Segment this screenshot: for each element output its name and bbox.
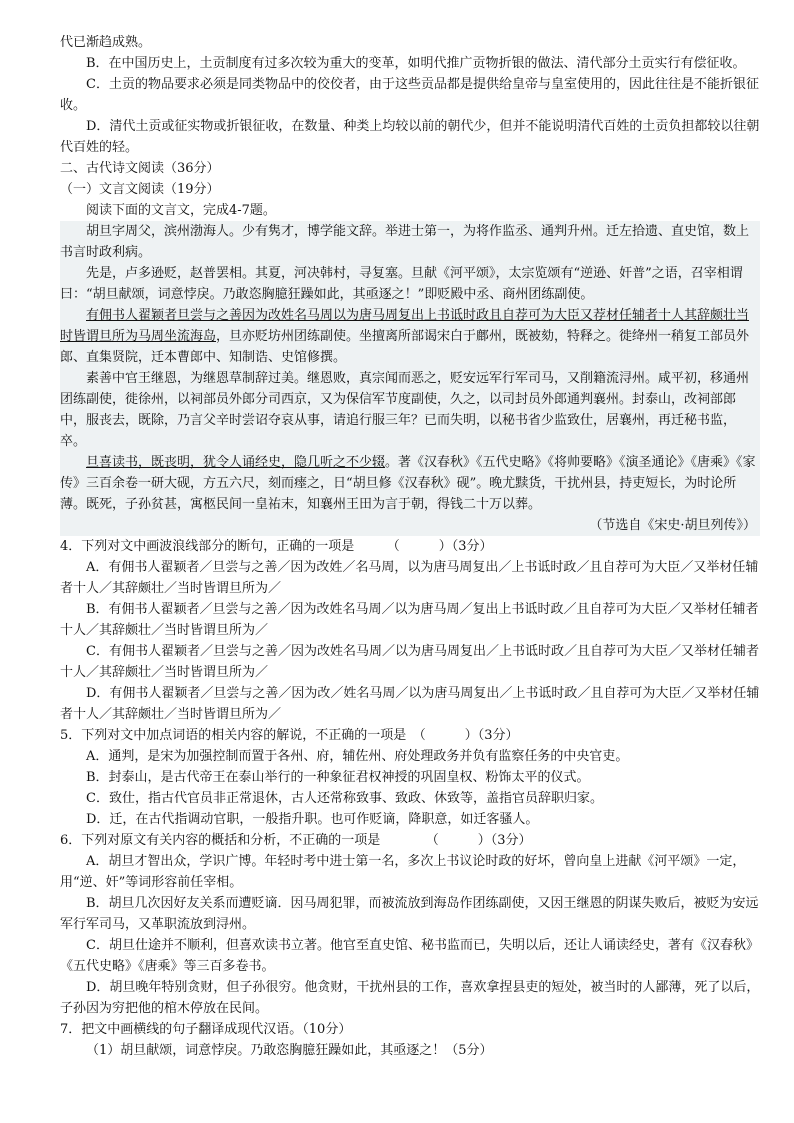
q6-option-b: B．胡旦几次因好友关系而遭贬谪．因马周犯罪，而被流放到海岛作团练副使，又因王继恩的阴谋失败后，被贬为安远军行军司马，又革职流放到浔州。 (60, 896, 759, 932)
q7-sentence-1: （1）胡旦献颂，词意悖戾。乃敢恣胸臆狂躁如此，其亟逐之！（5分） (86, 1043, 493, 1058)
passage-p4: 素善中官王继恩，为继恩草制辞过美。继恩败，真宗闻而恶之，贬安远军行军司马，又削籍流浔州。咸平初，移通州团练副使，徙徐州，以祠部员外郎分司西京，又为保信军节度副使，久之，以司封员外郎通判襄州。封泰山，改祠部郎中，服丧去，既除，乃言父辛时尝诏夺哀从事，请追行服三年？已而失明，以秘书省少监致仕，居襄州，再迁秘书监，卒。 (60, 371, 750, 449)
q6-option-a: A．胡旦才智出众，学识广博。年轻时考中进士第一名，多次上书议论时政的好坏，曾向皇上进献《河平颂》一定，用“逆、奸”等词形容前任宰相。 (60, 854, 746, 890)
passage-p2 (60, 263, 760, 305)
q4-stem: 4．下列对文中画波浪线部分的断句，正确的一项是 （ ）（3分） (60, 539, 493, 554)
intro-tail: 代已渐趋成熟。 (60, 35, 152, 50)
q7-stem: 7．把文中画横线的句子翻译成现代汉语。（10分） (60, 1022, 352, 1037)
section-heading: 二、古代诗文阅读（36分） (60, 161, 220, 176)
passage-p3 (60, 305, 760, 368)
intro-option-d: D．清代土贡或征实物或折银征收，在数量、种类上均较以前的朝代少，但并不能说明清代百姓的土贡负担都较以往朝代百姓的轻。 (60, 119, 760, 155)
intro-option-c: C．土贡的物品要求必须是同类物品中的佼佼者，由于这些贡品都是提供给皇帝与皇室使用的，因此往往是不能折银征收。 (60, 77, 759, 113)
passage-p2-quote: “胡旦献颂，词意悖戾。乃敢恣胸臆狂躁如此，其亟逐之！” (86, 287, 425, 302)
q4-option-b: B．有佣书人翟颖者／旦尝与之善／因为改姓名马周／以为唐马周／复出上书诋时政／且自荐可为大臣／又举材任辅者十人／其辞颇壮／当时皆谓旦所为／ (60, 602, 759, 638)
q5-option-c: C．致仕，指古代官员非正常退休，古人还常称致事、致政、休致等，盖指官员辞职归家。 (86, 791, 603, 806)
subsection-heading: （一）文言文阅读（19分） (60, 182, 220, 197)
q5-option-b: B．封泰山，是古代帝王在泰山举行的一种象征君权神授的巩固皇权、粉饰太平的仪式。 (86, 770, 590, 785)
passage (60, 221, 760, 536)
q4-option-c: C．有佣书人翟颖者／旦尝与之善／因为改姓名马周／以为唐马周复出／上书诋时政／且自荐可为大臣／又举材任辅者十人／其辞颇壮／当时皆谓旦所为／ (60, 644, 759, 680)
passage-p3-b: ，旦亦贬坊州团练副使。坐擅离所部谒宋白于鄜州，既被劾，特释之。徙绛州一稍复工部员外郎、直集贤院，迁本曹郎中、知制诰、史馆修撰。 (60, 329, 750, 365)
document-page (60, 32, 760, 1061)
q6-stem: 6．下列对原文有关内容的概括和分析，不正确的一项是 （ ）（3分） (60, 833, 532, 848)
passage-p5-b: 。著《汉春秋》《五代史略》《将帅要略》《演圣通论》《唐乘》《家传》三百余卷一研大砚，方五六尺，刻而瘗之，日“胡旦修《汉春秋》砚”。晚尤黩货，干扰州县，持吏短长，为时论所薄。既死，子孙贫甚，寓柩民间一皇祐末，知襄州王田为言于朝，得钱二十万以葬。 (60, 455, 756, 512)
q5-option-d: D．迁，在古代指调动官职，一般指升职。也可作贬谪，降职意，如迁客骚人。 (86, 812, 539, 827)
q4-option-a: A．有佣书人翟颖者／旦尝与之善／因为改姓／名马周，以为唐马周复出／上书诋时政／且自荐可为大臣／又举材任辅者十人／其辞颇壮／当时皆谓旦所为／ (60, 560, 759, 596)
passage-p2-a: 先是，卢多逊贬，赵普罢相。其夏，河决韩村，寻复塞。旦献《河平颂》，太宗览颂有“逆逊、奸普”之语，召宰相谓曰： (60, 266, 743, 302)
underlined-sentence: 旦喜读书，既丧明，犹令人诵经史，隐几听之不少辍 (86, 455, 386, 470)
instruction: 阅读下面的文言文，完成4-7题。 (86, 203, 276, 218)
passage-source: （节选自《宋史·胡旦列传》） (589, 518, 756, 533)
q5-option-a: A．通判，是宋为加强控制而置于各州、府，辅佐州、府处理政务并负有监察任务的中央官吏。 (86, 749, 629, 764)
intro-option-b: B．在中国历史上，土贡制度有过多次较为重大的变革，如明代推广贡物折银的做法、清代部分土贡实行有偿征收。 (86, 56, 746, 71)
passage-p2-c: 即贬殿中丞、商州团练副使。 (424, 287, 594, 302)
wavy-underlined-sentence: 有佣书人翟颖者旦尝与之善因为改姓名马周以为唐马周复出上书诋时政且自荐可为大臣又荐材任辅者十人其辞颇壮当时皆谓旦所为马周坐流海岛 (60, 308, 750, 344)
q4-option-d: D．有佣书人翟颖者／旦尝与之善／因为改／姓名马周／以为唐马周复出／上书诋时政／且自荐可为大臣／又举材任辅者十人／其辞颇壮／当时皆谓旦所为／ (60, 686, 760, 722)
q6-option-d: D．胡旦晚年特别贪财，但子孙很穷。他贪财，干扰州县的工作，喜欢拿捏县吏的短处，被当时的人鄙薄，死了以后，子孙因为穷把他的棺木停放在民间。 (60, 980, 760, 1016)
q5-stem: 5．下列对文中加点词语的相关内容的解说，不正确的一项是 （ ）（3分） (60, 728, 519, 743)
passage-p5 (60, 452, 760, 515)
q6-option-c: C．胡旦仕途并不顺利，但喜欢读书立著。他官至直史馆、秘书监而已，失明以后，还让人诵读经史，著有《汉春秋》《五代史略》《唐乘》等三百多卷书。 (60, 938, 759, 974)
passage-p1: 胡旦字周父，滨州渤海人。少有隽才，博学能文辞。举进士第一，为将作监丞、通判升州。迁左拾遗、直史馆，数上书言时政利病。 (60, 224, 750, 260)
